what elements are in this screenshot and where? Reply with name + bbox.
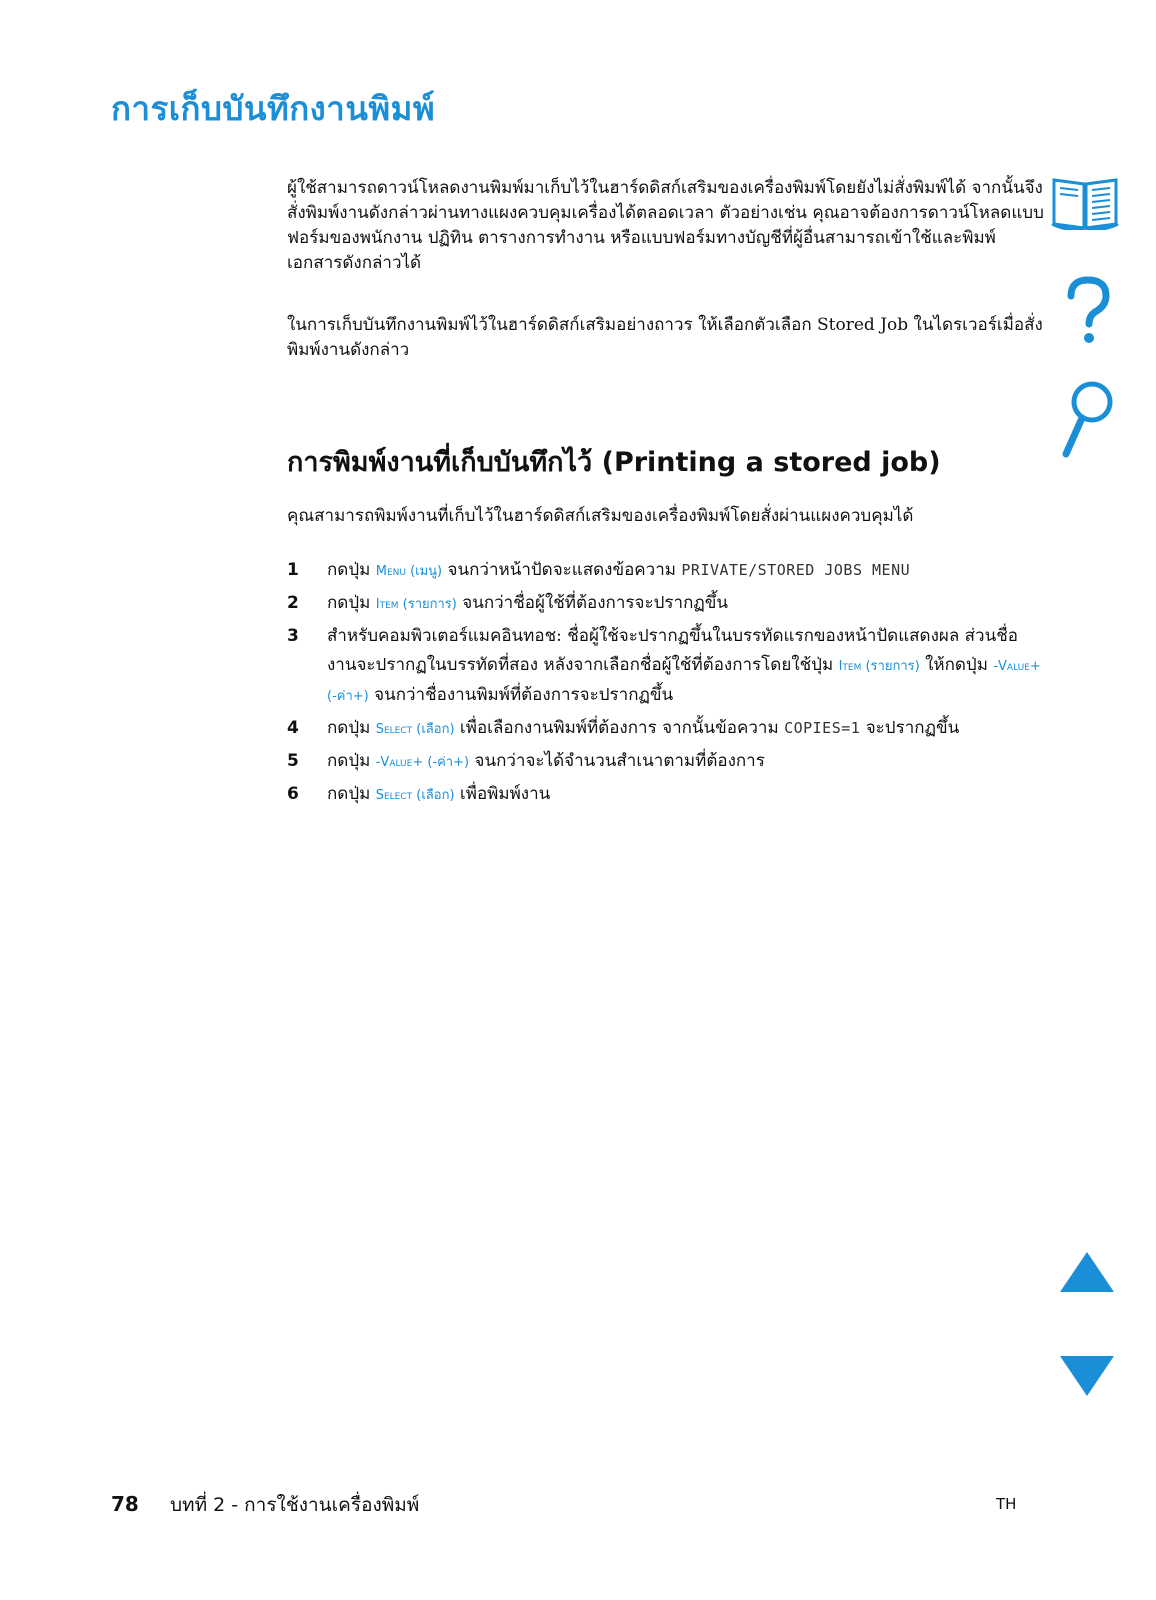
step-item xyxy=(287,714,1047,744)
display-message: PRIVATE/STORED JOBS MENU xyxy=(681,561,911,579)
step-text xyxy=(327,622,1047,711)
steps-list xyxy=(287,556,1047,813)
key-label: -Value+ (-ค่า+) xyxy=(327,659,1041,704)
down-arrow-icon[interactable] xyxy=(1058,1354,1116,1398)
step-text xyxy=(327,780,1047,810)
chapter-label: บทที่ 2 - การใช้งานเครื่องพิมพ์ xyxy=(170,1494,420,1516)
step-number: 5 xyxy=(287,751,299,771)
page-title: การเก็บบันทึกงานพิมพ์ xyxy=(111,89,436,128)
step-item xyxy=(287,556,1047,586)
key-label: Menu (เมนู) xyxy=(375,564,443,579)
step-number: 3 xyxy=(287,626,299,646)
step-text xyxy=(327,714,1047,744)
step-text-part: กดปุ่ม xyxy=(327,593,376,613)
up-arrow-icon[interactable] xyxy=(1058,1250,1116,1294)
key-label: Item (รายการ) xyxy=(838,659,920,674)
step-text xyxy=(327,556,1047,586)
page-number: 78 xyxy=(111,1492,139,1516)
step-number: 4 xyxy=(287,718,299,738)
step-text-part: กดปุ่ม xyxy=(327,718,376,738)
step-text-part: จนกว่าจะได้จำนวนสำเนาตามที่ต้องการ xyxy=(469,751,765,771)
intro-paragraph-2: ในการเก็บบันทึกงานพิมพ์ไว้ในฮาร์ดดิสก์เสริมอย่างถาวร ให้เลือกตัวเลือก Stored Job ในไดรเวอร์เมื่อสั่งพิมพ์งานดังกล่าว xyxy=(287,315,1043,360)
intro-paragraph-1: ผู้ใช้สามารถดาวน์โหลดงานพิมพ์มาเก็บไว้ในฮาร์ดดิสก์เสริมของเครื่องพิมพ์โดยยังไม่สั่งพิมพ์ได้ จากนั้นจึงสั่งพิมพ์งานดังกล่าวผ่านทางแผงควบคุมเครื่องได้ตลอดเวลา ตัวอย่างเช่น คุณอาจต้องการดาวน์โหลดแบบฟอร์มของพนักงาน ปฏิทิน ตารางการทำงาน หรือแบบฟอร์มทางบัญชีที่ผู้อื่นสามารถเข้าใช้และพิมพ์เอกสารดังกล่าวได้ xyxy=(287,178,1044,273)
step-text xyxy=(327,589,1047,619)
step-number: 1 xyxy=(287,560,299,580)
step-text-part: เพื่อเลือกงานพิมพ์ที่ต้องการ จากนั้นข้อความ xyxy=(454,718,785,738)
help-icon[interactable] xyxy=(1063,276,1113,346)
step-text xyxy=(327,747,1047,777)
step-item xyxy=(287,589,1047,619)
step-text-part: จนกว่าหน้าปัดจะแสดงข้อความ xyxy=(442,560,682,580)
key-label: Select (เลือก) xyxy=(375,788,455,803)
step-text-part: เพื่อพิมพ์งาน xyxy=(454,784,551,804)
step-item xyxy=(287,780,1047,810)
step-item xyxy=(287,747,1047,777)
section-lead: คุณสามารถพิมพ์งานที่เก็บไว้ในฮาร์ดดิสก์เสริมของเครื่องพิมพ์โดยสั่งผ่านแผงควบคุมได้ xyxy=(287,506,914,526)
step-text-part: กดปุ่ม xyxy=(327,751,376,771)
step-number: 2 xyxy=(287,593,299,613)
key-label: Select (เลือก) xyxy=(375,722,455,737)
search-icon[interactable] xyxy=(1060,380,1115,460)
key-label: Item (รายการ) xyxy=(375,597,457,612)
step-text-part: สำหรับคอมพิวเตอร์แมคอินทอช: ชื่อผู้ใช้จะปรากฏขึ้นในบรรทัดแรกของหน้าปัดแสดงผล ส่วนชื่องานจะปรากฏในบรรทัดที่สอง หลังจากเลือกชื่อผู้ใช้ที่ต้องการโดยใช้ปุ่ม xyxy=(327,626,1018,675)
step-item xyxy=(287,622,1047,711)
step-text-part: จนกว่าชื่อผู้ใช้ที่ต้องการจะปรากฏขึ้น xyxy=(456,593,729,613)
step-text-part: จะปรากฏขึ้น xyxy=(860,718,960,738)
step-text-part: จนกว่าชื่องานพิมพ์ที่ต้องการจะปรากฏขึ้น xyxy=(368,685,674,705)
section-title: การพิมพ์งานที่เก็บบันทึกไว้ (Printing a stored job) xyxy=(287,447,941,478)
language-code: TH xyxy=(996,1495,1017,1513)
key-label: -Value+ (-ค่า+) xyxy=(375,755,470,770)
display-message: COPIES=1 xyxy=(784,719,861,737)
book-icon[interactable] xyxy=(1050,172,1120,230)
step-text-part: ให้กดปุ่ม xyxy=(919,655,994,675)
step-text-part: กดปุ่ม xyxy=(327,784,376,804)
step-text-part: กดปุ่ม xyxy=(327,560,376,580)
step-number: 6 xyxy=(287,784,299,804)
